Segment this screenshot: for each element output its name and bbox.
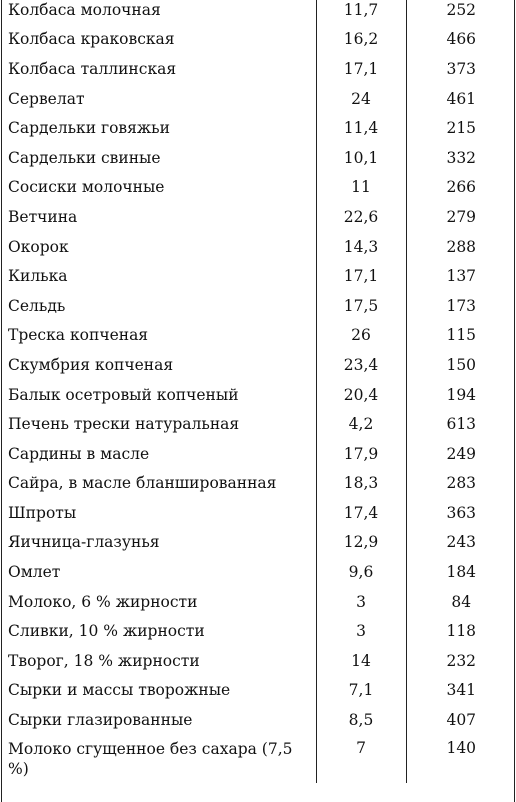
product-name: Сардельки свиные	[8, 148, 161, 167]
product-name: Скумбрия копченая	[8, 355, 174, 374]
product-name: Омлет	[8, 563, 61, 582]
protein-value: 11,4	[316, 113, 406, 143]
table-row	[0, 498, 516, 528]
product-name: Сырки глазированные	[8, 711, 193, 730]
protein-value: 4,2	[316, 409, 406, 439]
protein-value: 17,9	[316, 439, 406, 469]
protein-value: 26	[316, 321, 406, 351]
kcal-value: 194	[446, 385, 477, 404]
kcal-value: 363	[446, 503, 477, 522]
kcal-value: 613	[446, 415, 477, 434]
table-row	[0, 84, 516, 114]
table-row	[0, 232, 516, 262]
product-name: Колбаса молочная	[8, 0, 161, 19]
kcal-value: 266	[446, 178, 477, 197]
product-name: Окорок	[8, 237, 69, 256]
table-row	[0, 409, 516, 439]
protein-value: 23,4	[316, 350, 406, 380]
protein-value: 17,1	[316, 261, 406, 291]
table-row	[0, 735, 516, 783]
table-row	[0, 557, 516, 587]
product-name: Яичница-глазунья	[8, 533, 160, 552]
protein-value: 3	[316, 616, 406, 646]
protein-value: 7,1	[316, 676, 406, 706]
product-name: Творог, 18 % жирности	[8, 651, 200, 670]
table-row	[0, 587, 516, 617]
protein-value: 22,6	[316, 202, 406, 232]
protein-value: 8,5	[316, 705, 406, 735]
product-name: Сардельки говяжьи	[8, 119, 170, 138]
kcal-value: 115	[446, 326, 477, 345]
table-row	[0, 380, 516, 410]
kcal-value: 283	[446, 474, 477, 493]
protein-value: 12,9	[316, 528, 406, 558]
kcal-value: 249	[446, 444, 477, 463]
protein-value: 14,3	[316, 232, 406, 262]
table-row	[0, 202, 516, 232]
protein-value: 24	[316, 84, 406, 114]
product-name: Сырки и массы творожные	[8, 681, 231, 700]
kcal-value: 150	[446, 355, 477, 374]
kcal-value: 461	[446, 89, 477, 108]
table-row	[0, 616, 516, 646]
product-name: Ветчина	[8, 207, 78, 226]
protein-value: 20,4	[316, 380, 406, 410]
product-name: Сервелат	[8, 89, 85, 108]
kcal-value: 341	[446, 681, 477, 700]
kcal-value: 140	[446, 738, 477, 757]
product-name: Сардины в масле	[8, 444, 150, 463]
table-row	[0, 261, 516, 291]
table-row	[0, 291, 516, 321]
kcal-value: 118	[446, 622, 477, 641]
kcal-value: 84	[451, 592, 472, 611]
protein-value: 11,7	[316, 0, 406, 25]
kcal-value: 137	[446, 267, 477, 286]
table-row	[0, 469, 516, 499]
product-name: Колбаса таллинская	[8, 59, 177, 78]
kcal-value: 279	[446, 207, 477, 226]
table-row	[0, 25, 516, 55]
protein-value: 17,5	[316, 291, 406, 321]
protein-value: 16,2	[316, 25, 406, 55]
product-name: Молоко сгущенное без сахара (7,5 %)	[8, 739, 293, 778]
product-name: Килька	[8, 267, 68, 286]
table-row	[0, 705, 516, 735]
product-name: Сосиски молочные	[8, 178, 165, 197]
product-name: Молоко, 6 % жирности	[8, 592, 198, 611]
kcal-value: 184	[446, 563, 477, 582]
kcal-value: 173	[446, 296, 477, 315]
kcal-value: 243	[446, 533, 477, 552]
table-row	[0, 173, 516, 203]
kcal-value: 232	[446, 651, 477, 670]
protein-value: 14	[316, 646, 406, 676]
protein-value: 17,4	[316, 498, 406, 528]
protein-value: 9,6	[316, 557, 406, 587]
table-row	[0, 646, 516, 676]
kcal-value: 373	[446, 59, 477, 78]
kcal-value: 288	[446, 237, 477, 256]
kcal-value: 466	[446, 30, 477, 49]
table-row	[0, 350, 516, 380]
table-row	[0, 439, 516, 469]
product-name: Печень трески натуральная	[8, 415, 240, 434]
product-name: Шпроты	[8, 503, 77, 522]
kcal-value: 407	[446, 711, 477, 730]
table-row	[0, 676, 516, 706]
table-row	[0, 113, 516, 143]
kcal-value: 332	[446, 148, 477, 167]
protein-value: 11	[316, 173, 406, 203]
table-row	[0, 54, 516, 84]
product-name: Треска копченая	[8, 326, 149, 345]
protein-value: 7	[316, 735, 406, 783]
table-row	[0, 528, 516, 558]
product-name: Сливки, 10 % жирности	[8, 622, 205, 641]
protein-value: 17,1	[316, 54, 406, 84]
protein-value: 18,3	[316, 469, 406, 499]
protein-value: 3	[316, 587, 406, 617]
product-name: Колбаса краковская	[8, 30, 175, 49]
product-name: Сайра, в масле бланшированная	[8, 474, 277, 493]
protein-value: 10,1	[316, 143, 406, 173]
table-row	[0, 321, 516, 351]
kcal-value: 215	[446, 119, 477, 138]
product-name: Сельдь	[8, 296, 66, 315]
table-row	[0, 143, 516, 173]
kcal-value: 252	[446, 0, 477, 19]
product-name: Балык осетровый копченый	[8, 385, 239, 404]
table-row	[0, 0, 516, 25]
